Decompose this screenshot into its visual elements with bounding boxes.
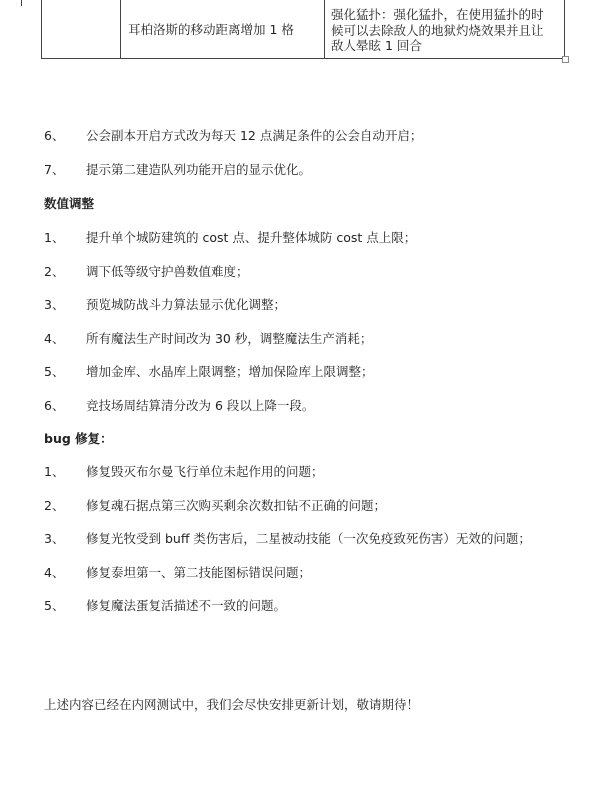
- list-item-number: 2、: [44, 264, 65, 279]
- list-item-text: 修复魂石据点第三次购买剩余次数扣钻不正确的问题；: [86, 498, 387, 513]
- list-item-number: 5、: [44, 598, 65, 613]
- list-item-text: 修复光牧受到 buff 类伤害后，二星被动技能（一次免疫致死伤害）无效的问题；: [86, 531, 531, 546]
- list-item-text: 增加金库、水晶库上限调整；增加保险库上限调整；: [86, 364, 374, 379]
- table-cell-effect: 耳柏洛斯的移动距离增加 1 格: [128, 22, 294, 37]
- list-item-number: 1、: [44, 464, 65, 479]
- list-item-number: 5、: [44, 364, 65, 379]
- table-cell-description: [331, 7, 561, 54]
- list-item-number: 1、: [44, 230, 65, 245]
- list-item-number: 6、: [44, 398, 65, 413]
- list-item-number: 7、: [44, 162, 65, 177]
- list-item-text: 竞技场周结算清分改为 6 段以上降一段。: [86, 398, 315, 413]
- table-column-divider: [120, 0, 121, 58]
- table-cell-line: 候可以去除敌人的地狱灼烧效果并且让: [331, 22, 544, 38]
- list-item-number: 6、: [44, 128, 65, 143]
- list-item-text: 提示第二建造队列功能开启的显示优化。: [86, 162, 312, 177]
- section-heading-balance: 数值调整: [44, 196, 95, 211]
- list-item-text: 提升单个城防建筑的 cost 点、提升整体城防 cost 点上限；: [86, 230, 417, 245]
- closing-note: 上述内容已经在内网测试中，我们会尽快安排更新计划，敬请期待！: [44, 697, 420, 712]
- changes-table: [41, 0, 565, 59]
- list-item-text: 所有魔法生产时间改为 30 秒，调整魔法生产消耗；: [86, 331, 373, 346]
- list-item-number: 2、: [44, 498, 65, 513]
- table-cell-line: 敌人晕眩 1 回合: [331, 38, 422, 53]
- table-column-divider: [324, 0, 325, 58]
- list-item-number: 3、: [44, 297, 65, 312]
- list-item-text: 修复魔法蛋复活描述不一致的问题。: [86, 598, 287, 613]
- list-item-text: 公会副本开启方式改为每天 12 点满足条件的公会自动开启；: [86, 128, 423, 143]
- table-cell-line: 强化猛扑：强化猛扑，在使用猛扑的时: [331, 7, 544, 22]
- list-item-text: 修复毁灭布尔曼飞行单位未起作用的问题；: [86, 464, 324, 479]
- list-item-text: 预览城防战斗力算法显示优化调整；: [86, 297, 287, 312]
- table-resize-handle[interactable]: [562, 56, 569, 63]
- list-item-number: 3、: [44, 531, 65, 546]
- list-item-text: 修复泰坦第一、第二技能图标错误问题；: [86, 565, 312, 580]
- list-item-number: 4、: [44, 565, 65, 580]
- section-heading-bugfix: bug 修复：: [44, 431, 113, 446]
- list-item-text: 调下低等级守护兽数值难度；: [86, 264, 249, 279]
- list-item-number: 4、: [44, 331, 65, 346]
- table-edge-tick: [21, 0, 22, 6]
